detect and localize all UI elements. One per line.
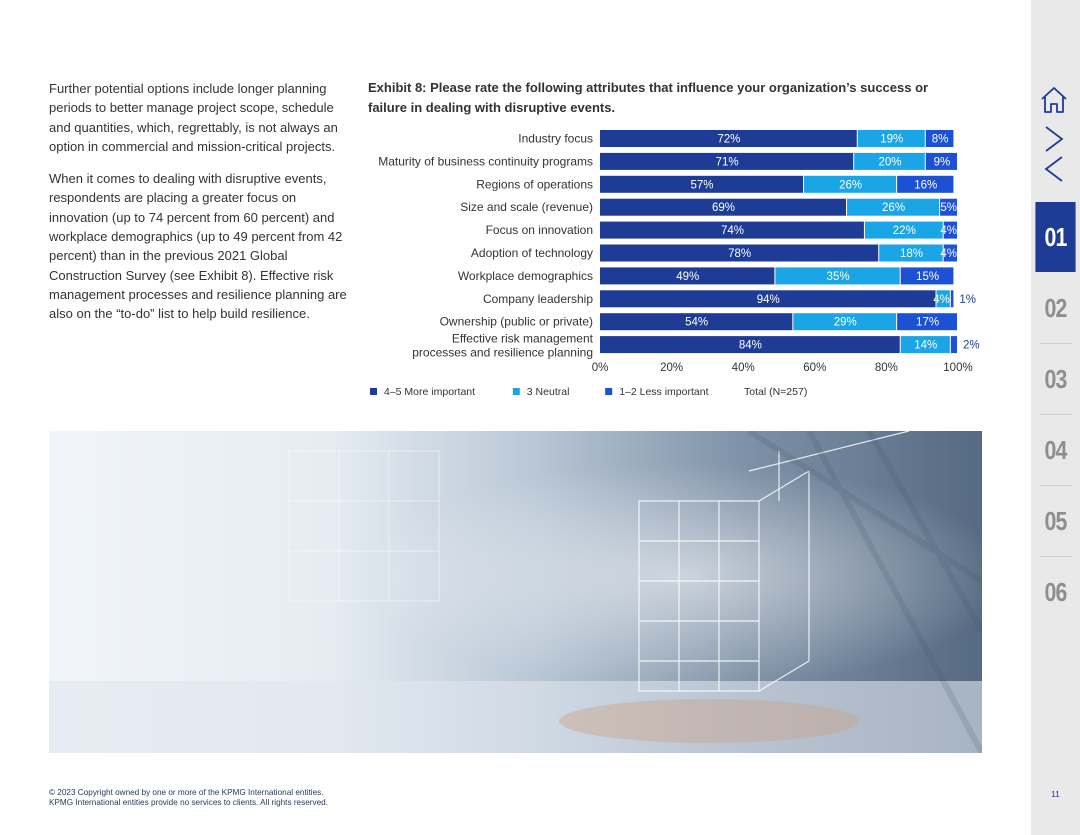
data-label: 19% xyxy=(880,133,904,146)
category-label: Effective risk management xyxy=(451,331,593,346)
data-label: 14% xyxy=(914,339,938,352)
data-label: 5% xyxy=(940,202,957,215)
section-03-tab[interactable]: 03 xyxy=(1044,363,1067,394)
data-label: 15% xyxy=(916,270,940,283)
data-label: 2% xyxy=(963,339,980,352)
copyright-line: © 2023 Copyright owned by one or more of the KPMG International entities. xyxy=(49,788,324,797)
section-04-tab[interactable]: 04 xyxy=(1044,434,1067,465)
page-number: 11 xyxy=(1051,789,1060,799)
stacked-bar-chart xyxy=(360,126,1000,406)
body-text xyxy=(49,79,349,337)
data-label: 49% xyxy=(676,270,700,283)
section-02-tab[interactable]: 02 xyxy=(1044,292,1067,323)
paragraph-2: When it comes to dealing with disruptive events, respondents are placing a greater focus on innovation (up to 74 percent from 60 percent) and workplace demographics (up to 49 percent from 42 percent) than in the previous 2021 Global Construction Survey (see Exhibit 8). Effective risk management processes and resilience planning are also on the “to-do” list to help build resilience. xyxy=(49,171,347,322)
data-label: 18% xyxy=(899,248,923,260)
data-label: 71% xyxy=(715,156,739,169)
legend-entry: 3 Neutral xyxy=(526,386,570,398)
legend-swatch xyxy=(370,388,377,395)
x-tick-label: 0% xyxy=(591,362,609,374)
x-tick-label: 20% xyxy=(660,362,684,374)
x-tick-label: 100% xyxy=(943,362,973,374)
legend-swatch xyxy=(605,388,612,395)
services-line: KPMG International entities provide no services to clients. All rights reserved. xyxy=(49,798,328,807)
previous-icon[interactable] xyxy=(1038,154,1070,189)
data-label: 72% xyxy=(717,133,741,146)
data-label: 20% xyxy=(878,156,902,169)
data-label: 54% xyxy=(685,316,709,329)
data-label: 26% xyxy=(882,202,906,215)
category-label: Industry focus xyxy=(518,131,593,146)
home-icon[interactable] xyxy=(1038,84,1070,121)
category-label: Focus on innovation xyxy=(485,223,593,238)
data-label: 78% xyxy=(728,248,752,260)
data-label: 4% xyxy=(933,293,950,306)
category-label: Size and scale (revenue) xyxy=(460,200,593,215)
category-label: Workplace demographics xyxy=(457,268,593,283)
data-label: 94% xyxy=(756,293,780,306)
data-label: 35% xyxy=(826,270,850,283)
x-tick-label: 80% xyxy=(874,362,898,374)
data-label: 9% xyxy=(933,156,951,169)
data-label: 57% xyxy=(690,179,714,192)
legend-swatch xyxy=(513,388,520,395)
data-label: 16% xyxy=(914,179,938,192)
section-01-tab[interactable]: 01 xyxy=(1035,202,1075,272)
category-label: Regions of operations xyxy=(476,177,593,192)
data-label: 4% xyxy=(940,248,957,260)
data-label: 74% xyxy=(720,225,744,238)
data-label: 8% xyxy=(931,133,949,146)
bar-segment xyxy=(951,290,954,307)
construction-photo xyxy=(49,431,982,753)
data-label: 26% xyxy=(839,179,863,192)
bar-segment xyxy=(951,336,957,353)
x-tick-label: 60% xyxy=(803,362,827,374)
exhibit-title: Exhibit 8: Please rate the following attributes that influence your organization’s success or failure in dealing with disruptive events. xyxy=(368,80,929,115)
data-label: 17% xyxy=(916,316,940,329)
category-label: Maturity of business continuity programs xyxy=(378,154,593,169)
paragraph-1: Further potential options include longer planning periods to better manage project scope, schedule and quantities, which, regrettably, is not always an option in commercial and mission-critical projects. xyxy=(49,81,338,154)
category-label: Adoption of technology xyxy=(470,246,593,260)
data-label: 29% xyxy=(833,316,857,329)
legend-total-note: Total (N=257) xyxy=(744,386,808,398)
section-05-tab[interactable]: 05 xyxy=(1044,505,1067,536)
legend-entry: 4–5 More important xyxy=(384,386,476,398)
data-label: 22% xyxy=(892,225,916,238)
category-label: processes and resilience planning xyxy=(412,345,593,360)
data-label: 84% xyxy=(738,339,762,352)
category-label: Company leadership xyxy=(482,291,593,306)
data-label: 1% xyxy=(959,293,977,306)
data-label: 69% xyxy=(711,202,736,215)
legend-entry: 1–2 Less important xyxy=(619,386,709,398)
footer xyxy=(49,788,328,808)
x-tick-label: 40% xyxy=(731,362,755,374)
data-label: 4% xyxy=(940,225,957,238)
category-label: Ownership (public or private) xyxy=(439,314,593,329)
section-06-tab[interactable]: 06 xyxy=(1044,576,1067,607)
